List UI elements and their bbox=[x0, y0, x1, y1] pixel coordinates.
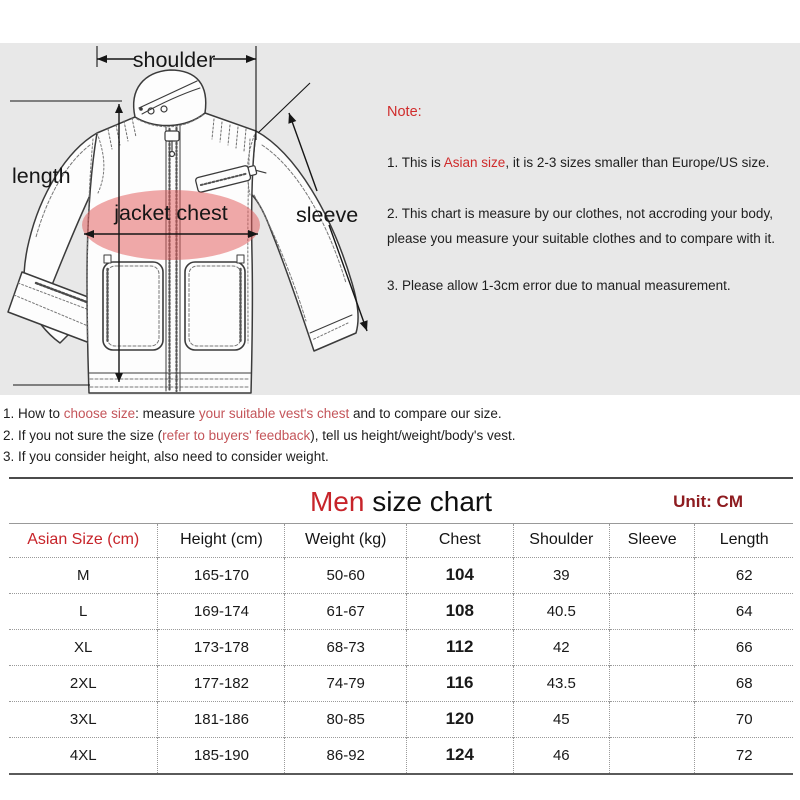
table-cell: 64 bbox=[695, 593, 793, 629]
note-1-pre: 1. This is bbox=[387, 155, 444, 170]
table-cell: 116 bbox=[406, 665, 513, 701]
note-1-post: , it is 2-3 sizes smaller than Europe/US size. bbox=[505, 155, 770, 170]
table-cell: 68 bbox=[695, 665, 793, 701]
table-cell: M bbox=[9, 557, 158, 593]
table-title-highlight: Men bbox=[309, 485, 365, 517]
size-table-body bbox=[9, 557, 793, 774]
table-cell: 120 bbox=[406, 701, 513, 737]
table-cell: 50-60 bbox=[285, 557, 407, 593]
table-cell: 62 bbox=[695, 557, 793, 593]
notes-heading: Note: bbox=[387, 104, 422, 120]
table-cell: 74-79 bbox=[285, 665, 407, 701]
table-cell: 173-178 bbox=[158, 629, 285, 665]
howto-line-1 bbox=[3, 403, 800, 425]
table-cell: 61-67 bbox=[285, 593, 407, 629]
table-row bbox=[9, 557, 793, 593]
table-cell: L bbox=[9, 593, 158, 629]
table-cell bbox=[610, 737, 695, 774]
shoulder-label: shoulder bbox=[132, 48, 216, 72]
table-cell: 177-182 bbox=[158, 665, 285, 701]
table-cell: 2XL bbox=[9, 665, 158, 701]
col-header-length: Length bbox=[719, 531, 769, 548]
table-row bbox=[9, 665, 793, 701]
table-cell: 124 bbox=[406, 737, 513, 774]
collar bbox=[134, 70, 206, 126]
table-row bbox=[9, 593, 793, 629]
table-row bbox=[9, 629, 793, 665]
notes-section bbox=[387, 43, 797, 298]
howto-1-s2: choose size bbox=[63, 406, 136, 421]
table-cell: 43.5 bbox=[513, 665, 609, 701]
table-row bbox=[9, 701, 793, 737]
top-margin bbox=[0, 0, 800, 43]
sleeve-label: sleeve bbox=[296, 203, 359, 227]
table-cell: 72 bbox=[695, 737, 793, 774]
right-sleeve bbox=[250, 131, 358, 351]
table-cell: 80-85 bbox=[285, 701, 407, 737]
table-cell: 185-190 bbox=[158, 737, 285, 774]
size-table bbox=[9, 523, 793, 775]
note-item-1 bbox=[387, 150, 797, 175]
col-header-height: Height (cm) bbox=[158, 523, 285, 557]
note-1-highlight: Asian size bbox=[443, 155, 506, 170]
note-item-2: 2. This chart is measure by our clothes, not accroding your body, please you measure your suitable clothes and to compare with it. bbox=[387, 206, 775, 246]
table-cell bbox=[610, 629, 695, 665]
howto-1-s4: your suitable vest's chest bbox=[198, 406, 350, 421]
table-cell: XL bbox=[9, 629, 158, 665]
howto-1-s3: : measure bbox=[135, 406, 199, 421]
table-cell: 169-174 bbox=[158, 593, 285, 629]
table-title-row bbox=[9, 479, 793, 523]
col-header-shoulder: Shoulder bbox=[513, 523, 609, 557]
howto-2-s1: 2. If you not sure the size ( bbox=[3, 427, 163, 443]
howto-line-2 bbox=[3, 425, 800, 447]
howto-2-s3: ), tell us height/weight/body's vest. bbox=[310, 427, 516, 443]
table-cell: 45 bbox=[513, 701, 609, 737]
unit-label: Unit: CM bbox=[673, 491, 743, 511]
table-cell: 40.5 bbox=[513, 593, 609, 629]
table-cell: 42 bbox=[513, 629, 609, 665]
col-header-chest: Chest bbox=[406, 523, 513, 557]
howto-1-s5: and to compare our size. bbox=[349, 406, 502, 421]
length-label: length bbox=[12, 164, 71, 188]
col-header-sleeve: Sleeve bbox=[610, 523, 695, 557]
right-pocket bbox=[185, 255, 245, 350]
table-cell bbox=[610, 701, 695, 737]
table-cell: 68-73 bbox=[285, 629, 407, 665]
table-cell: 70 bbox=[695, 701, 793, 737]
table-row bbox=[9, 737, 793, 774]
howto-line-3: 3. If you consider height, also need to consider weight. bbox=[3, 449, 329, 464]
table-cell: 66 bbox=[695, 629, 793, 665]
table-cell: 165-170 bbox=[158, 557, 285, 593]
table-cell: 108 bbox=[406, 593, 513, 629]
howto-2-s2: refer to buyers' feedback bbox=[162, 427, 311, 443]
table-cell bbox=[610, 665, 695, 701]
table-cell: 3XL bbox=[9, 701, 158, 737]
col-header-asian-size: Asian Size (cm) bbox=[9, 523, 158, 557]
table-cell bbox=[610, 557, 695, 593]
table-cell: 112 bbox=[406, 629, 513, 665]
table-cell: 39 bbox=[513, 557, 609, 593]
table-cell: 181-186 bbox=[158, 701, 285, 737]
jacket-chest-label: jacket chest bbox=[114, 201, 228, 225]
measurement-panel bbox=[0, 43, 800, 395]
table-title-rest: size chart bbox=[364, 485, 493, 517]
col-header-weight: Weight (kg) bbox=[285, 523, 407, 557]
table-cell bbox=[610, 593, 695, 629]
jacket-measurement-diagram bbox=[0, 43, 385, 395]
note-item-3: 3. Please allow 1-3cm error due to manual measurement. bbox=[387, 278, 731, 293]
size-table-section bbox=[9, 477, 793, 775]
table-header-row bbox=[9, 523, 793, 557]
table-cell: 46 bbox=[513, 737, 609, 774]
table-cell: 86-92 bbox=[285, 737, 407, 774]
howto-section bbox=[0, 395, 800, 468]
howto-1-s1: 1. How to bbox=[3, 406, 64, 421]
left-pocket bbox=[103, 255, 163, 350]
table-cell: 4XL bbox=[9, 737, 158, 774]
table-cell: 104 bbox=[406, 557, 513, 593]
